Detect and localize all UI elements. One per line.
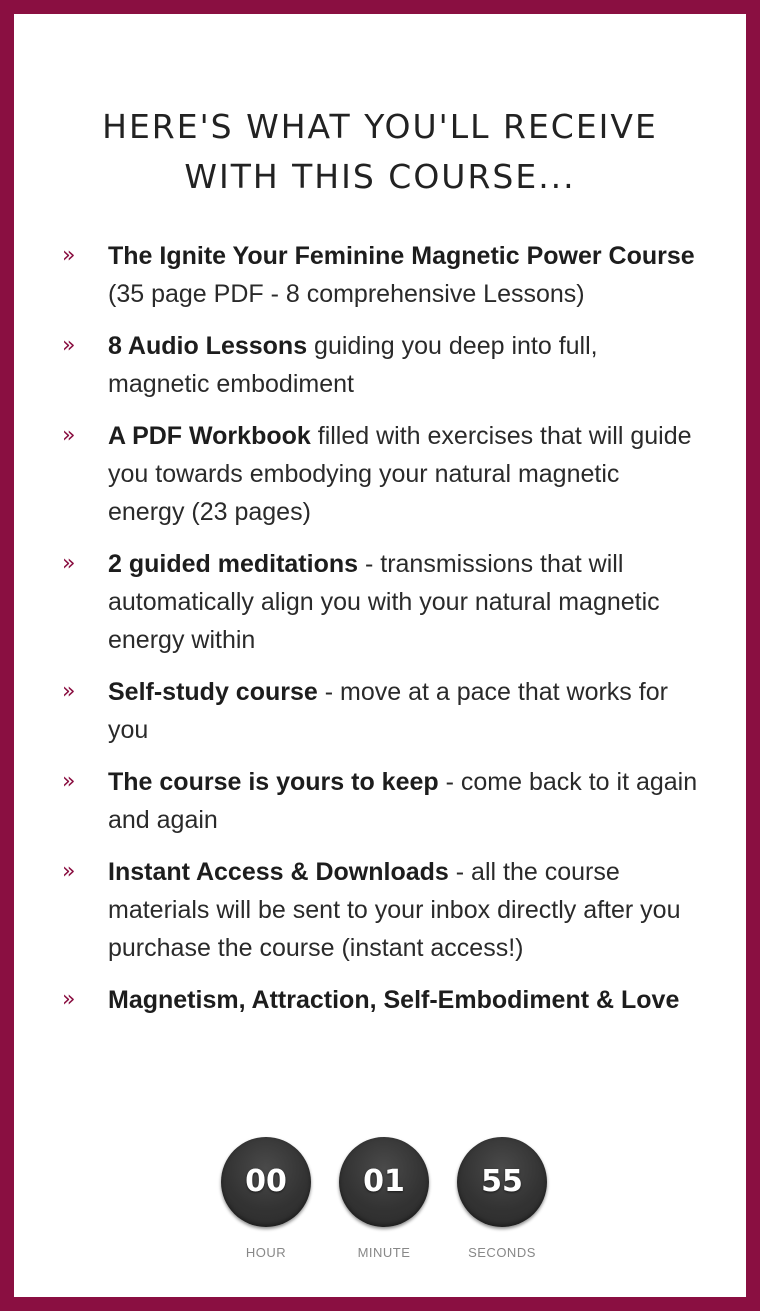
- countdown-hour-value: 00: [221, 1137, 311, 1227]
- benefit-text: guiding you deep into full, magnetic embodiment: [108, 332, 598, 398]
- benefit-text: filled with exercises that will guide you towards embodying your natural magnetic energy (23 pages): [108, 422, 692, 526]
- double-chevron-icon: »: [62, 769, 76, 794]
- content-panel: [14, 14, 746, 1297]
- benefits-list: [62, 237, 702, 1033]
- benefit-text: - come back to it again and again: [108, 768, 698, 834]
- benefit-bold: Self-study course: [108, 678, 318, 706]
- countdown-minute-value: 01: [339, 1137, 429, 1227]
- double-chevron-icon: »: [62, 423, 76, 448]
- benefit-bold: A PDF Workbook: [108, 422, 311, 450]
- benefit-bold: The course is yours to keep: [108, 768, 439, 796]
- section-title: [14, 102, 746, 202]
- benefit-bold: 8 Audio Lessons: [108, 332, 308, 360]
- benefit-item-instant-access: [62, 853, 702, 967]
- section-title-line-2: WITH THIS COURSE...: [184, 157, 576, 196]
- benefit-bold: Magnetism, Attraction, Self-Embodiment & Love: [108, 986, 680, 1014]
- double-chevron-icon: »: [62, 551, 76, 576]
- countdown-seconds-label: SECONDS: [468, 1245, 536, 1260]
- benefit-item-keep: [62, 763, 702, 839]
- benefit-item-meditations: [62, 545, 702, 659]
- countdown-minute-label: MINUTE: [357, 1245, 411, 1260]
- benefit-item-self-study: [62, 673, 702, 749]
- benefit-bold: 2 guided meditations: [108, 550, 359, 578]
- benefit-bold: The Ignite Your Feminine Magnetic Power Course: [108, 242, 695, 270]
- countdown-seconds: [442, 1137, 562, 1260]
- benefit-item-course: [62, 237, 702, 313]
- benefit-text: - all the course materials will be sent to your inbox directly after you purchase the course (instant access!): [108, 858, 681, 962]
- benefit-item-workbook: [62, 417, 702, 531]
- double-chevron-icon: »: [62, 243, 76, 268]
- benefit-item-audio: [62, 327, 702, 403]
- countdown-hour: [206, 1137, 326, 1260]
- benefit-item-magnetism: [62, 981, 702, 1019]
- section-title-line-1: HERE'S WHAT YOU'LL RECEIVE: [102, 107, 658, 146]
- double-chevron-icon: »: [62, 859, 76, 884]
- benefit-text: - move at a pace that works for you: [108, 678, 668, 744]
- double-chevron-icon: »: [62, 679, 76, 704]
- countdown-hour-label: HOUR: [245, 1245, 287, 1260]
- double-chevron-icon: »: [62, 987, 76, 1012]
- benefit-text: (35 page PDF - 8 comprehensive Lessons): [108, 280, 585, 308]
- double-chevron-icon: »: [62, 333, 76, 358]
- benefit-bold: Instant Access & Downloads: [108, 858, 449, 886]
- countdown-seconds-value: 55: [457, 1137, 547, 1227]
- benefit-text: - transmissions that will automatically align you with your natural magnetic energy within: [108, 550, 660, 654]
- countdown-minute: [324, 1137, 444, 1260]
- countdown-timer: [14, 1137, 746, 1267]
